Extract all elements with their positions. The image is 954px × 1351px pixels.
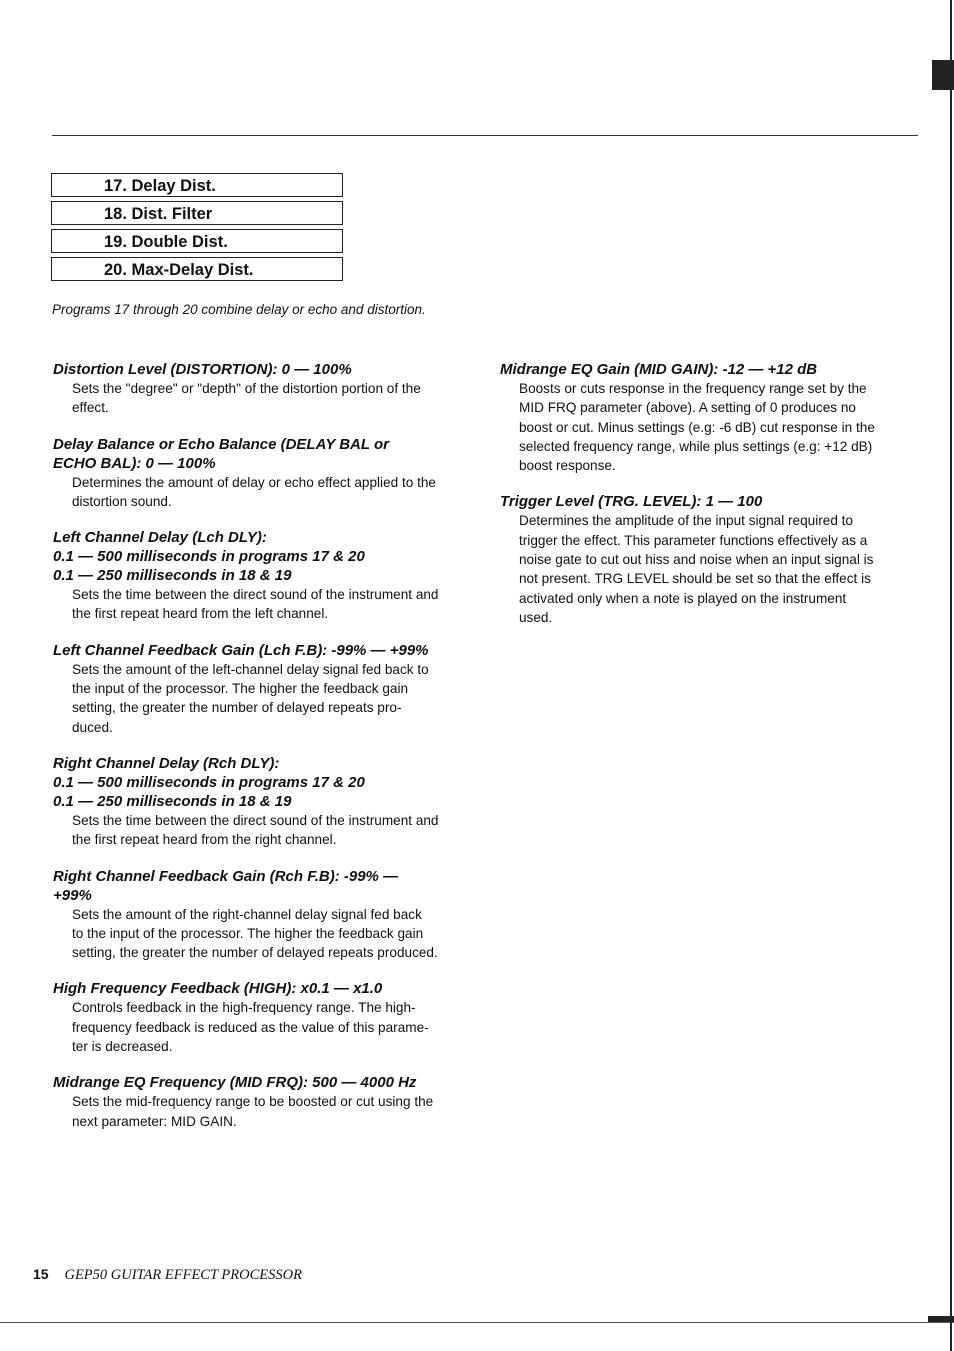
parameter-description: the input of the processor. The higher the feedback gain [72,681,409,697]
parameter-description: effect. [72,400,109,416]
parameter-description: duced. [72,719,113,735]
parameter-title: 0.1 — 500 milliseconds in programs 17 & 20 [53,548,365,566]
parameter-title: +99% [53,886,92,904]
parameter-description: Sets the "degree" or "depth" of the distortion portion of the [72,381,421,396]
parameter-description: Controls feedback in the high-frequency range. The high- [72,1000,416,1016]
parameter-description: used. [519,609,553,625]
parameter-block [53,754,483,850]
parameter-description: boost or cut. Minus settings (e.g: -6 dB) cut response in the [519,419,875,435]
parameter-description: setting, the greater the number of delayed repeats produced. [72,945,438,961]
parameter-description: ter is decreased. [72,1039,173,1055]
parameter-block [500,360,920,475]
parameter-block [53,435,483,512]
program-box: 19. Double Dist. [51,229,343,253]
parameter-title: Left Channel Delay (Lch DLY): [53,529,267,547]
program-box: 20. Max-Delay Dist. [51,257,343,281]
parameter-block [53,360,483,418]
binding-mark [932,60,954,90]
binding-mark-bottom [928,1316,954,1322]
parameter-description: MID FRQ parameter (above). A setting of 0 produces no [519,400,856,416]
parameter-description: the first repeat heard from the left channel. [72,606,329,622]
parameter-description: Sets the mid-frequency range to be boosted or cut using the [72,1094,434,1110]
program-list [51,173,343,285]
parameter-block [53,979,483,1056]
parameter-block [500,492,920,627]
parameter-description: trigger the effect. This parameter functions effectively as a [519,532,868,548]
parameter-title: High Frequency Feedback (HIGH): x0.1 — x1.0 [53,980,383,998]
header-rule [52,135,918,136]
parameter-title: Distortion Level (DISTORTION): 0 — 100% [53,361,352,378]
parameter-description: not present. TRG LEVEL should be set so that the effect is [519,571,871,587]
parameter-block [53,1073,483,1131]
parameter-title: 0.1 — 250 milliseconds in 18 & 19 [53,567,292,585]
page-edge [950,0,952,1351]
left-column [53,360,483,1148]
parameter-block [53,641,483,737]
parameter-description: next parameter: MID GAIN. [72,1113,237,1129]
intro-text: Programs 17 through 20 combine delay or echo and distortion. [52,302,426,317]
parameter-description: selected frequency range, while plus settings (e.g: +12 dB) [519,438,873,454]
program-box: 18. Dist. Filter [51,201,343,225]
parameter-description: noise gate to cut out hiss and noise when an input signal is [519,552,874,568]
parameter-title: Midrange EQ Frequency (MID FRQ): 500 — 4000 Hz [53,1074,417,1092]
parameter-description: Determines the amount of delay or echo effect applied to the [72,474,436,490]
parameter-title: Trigger Level (TRG. LEVEL): 1 — 100 [500,493,763,511]
parameter-description: Sets the amount of the left-channel delay signal fed back to [72,661,429,677]
parameter-title: Right Channel Feedback Gain (Rch F.B): -99% — [53,867,399,885]
parameter-title: 0.1 — 500 milliseconds in programs 17 & 20 [53,773,365,791]
footer-rule [0,1322,954,1323]
parameter-title: Right Channel Delay (Rch DLY): [53,754,280,772]
parameter-description: Sets the time between the direct sound of the instrument and [72,812,439,828]
parameter-block [53,867,483,963]
parameter-title: Delay Balance or Echo Balance (DELAY BAL or [53,435,389,453]
parameter-description: Boosts or cuts response in the frequency range set by the [519,381,867,396]
parameter-description: the first repeat heard from the right channel. [72,832,337,848]
parameter-description: Sets the amount of the right-channel delay signal fed back [72,906,422,922]
right-column [500,360,920,644]
parameter-title: ECHO BAL): 0 — 100% [53,454,216,472]
document-name: GEP50 GUITAR EFFECT PROCESSOR [64,1267,302,1283]
parameter-block [53,528,483,624]
parameter-description: activated only when a note is played on the instrument [519,590,847,606]
parameter-title: 0.1 — 250 milliseconds in 18 & 19 [53,792,292,810]
page-footer [33,1266,302,1284]
parameter-description: to the input of the processor. The higher the feedback gain [72,925,424,941]
page-number: 15 [33,1266,49,1282]
parameter-description: Sets the time between the direct sound of the instrument and [72,587,439,603]
parameter-title: Left Channel Feedback Gain (Lch F.B): -99% — +99% [53,641,429,659]
parameter-description: frequency feedback is reduced as the value of this parame- [72,1019,429,1035]
parameter-description: setting, the greater the number of delayed repeats pro- [72,700,402,716]
program-box: 17. Delay Dist. [51,173,343,197]
parameter-description: boost response. [519,458,616,474]
parameter-description: Determines the amplitude of the input signal required to [519,513,853,529]
parameter-title: Midrange EQ Gain (MID GAIN): -12 — +12 dB [500,361,818,378]
parameter-description: distortion sound. [72,493,172,509]
